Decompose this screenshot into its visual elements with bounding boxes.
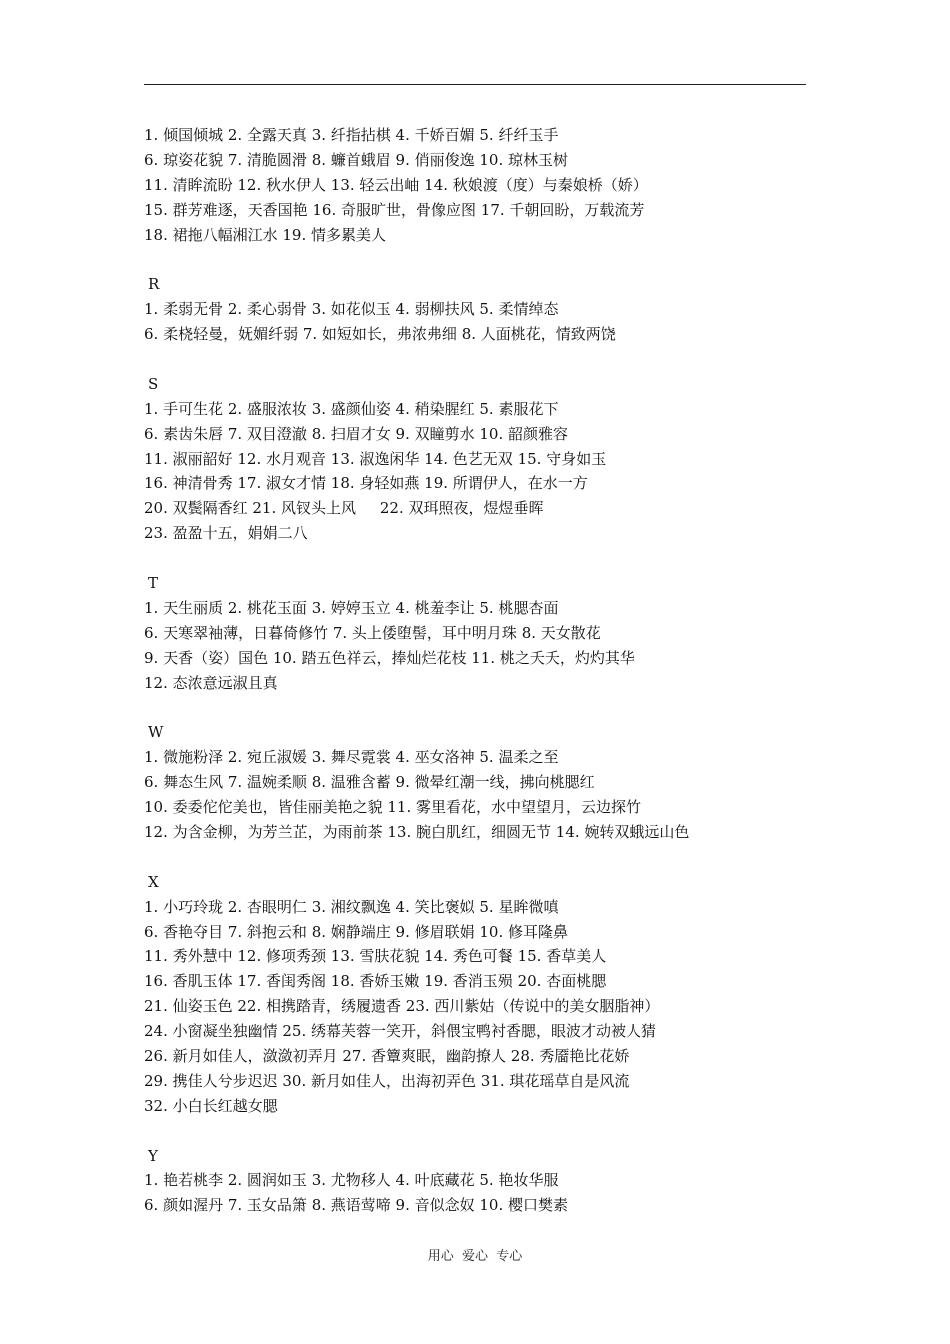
text-line: 1. 天生丽质 2. 桃花玉面 3. 婷婷玉立 4. 桃羞李让 5. 桃腮杏面 xyxy=(144,598,559,617)
text-line: 1. 倾国倾城 2. 全露天真 3. 纤指拈棋 4. 千娇百媚 5. 纤纤玉手 xyxy=(144,126,559,144)
text-line: 1. 小巧玲珑 2. 杏眼明仁 3. 湘纹飘逸 4. 笑比褒姒 5. 星眸微嗔 xyxy=(144,897,559,916)
text-line: 6. 素齿朱唇 7. 双目澄澈 8. 扫眉才女 9. 双瞳剪水 10. 韶颜雅容 xyxy=(144,424,569,443)
section-y xyxy=(144,1144,824,1219)
section-s xyxy=(144,372,824,546)
spacer xyxy=(144,1119,824,1144)
text-line: 24. 小窗凝坐独幽情 25. 绣幕芙蓉一笑开，斜偎宝鸭衬香腮，眼波才动被人猜 xyxy=(144,1022,657,1041)
page-footer: 用心 爱心 专心 xyxy=(427,1249,523,1264)
section-letter: X xyxy=(148,872,159,891)
text-line: 6. 舞态生风 7. 温婉柔顺 8. 温雅含蓄 9. 微晕红潮一线，拂向桃腮红 xyxy=(144,773,595,792)
section-letter: W xyxy=(148,723,164,742)
spacer xyxy=(144,347,824,372)
section-r xyxy=(144,272,824,347)
spacer xyxy=(144,247,824,272)
text-line: 11. 秀外慧中 12. 修项秀颈 13. 雪肤花貌 14. 秀色可餐 15. 香草美人 xyxy=(144,947,607,966)
text-line: 6. 柔桡轻曼，妩媚纤弱 7. 如短如长，弗浓弗细 8. 人面桃花，情致两饶 xyxy=(144,325,616,344)
text-line: 1. 艳若桃李 2. 圆润如玉 3. 尤物移人 4. 叶底藏花 5. 艳妆华服 xyxy=(144,1171,559,1190)
spacer xyxy=(144,845,824,870)
text-line: 1. 手可生花 2. 盛服浓妆 3. 盛颜仙姿 4. 稍染腥红 5. 素服花下 xyxy=(144,399,559,418)
text-line: 1. 柔弱无骨 2. 柔心弱骨 3. 如花似玉 4. 弱柳扶风 5. 柔情绰态 xyxy=(144,300,559,319)
section-letter: T xyxy=(148,574,159,593)
text-line: 6. 天寒翠袖薄，日暮倚修竹 7. 头上倭堕髻，耳中明月珠 8. 天女散花 xyxy=(144,623,601,642)
text-line: 18. 裙拖八幅湘江水 19. 情多累美人 xyxy=(144,225,387,244)
text-line: 26. 新月如佳人，潋潋初弄月 27. 香簟爽眠，幽韵撩人 28. 秀靥艳比花娇 xyxy=(144,1046,630,1065)
section-t xyxy=(144,571,824,695)
text-line: 10. 委委佗佗美也，皆佳丽美艳之貌 11. 雾里看花，水中望望月，云边探竹 xyxy=(144,798,642,817)
document-body xyxy=(144,123,824,1218)
text-line: 12. 态浓意远淑且真 xyxy=(144,673,278,692)
section-x xyxy=(144,870,824,1119)
text-line: 6. 琼姿花貌 7. 清脆圆滑 8. 蠊首蛾眉 9. 俏丽俊逸 10. 琼林玉树 xyxy=(144,150,569,169)
text-line: 21. 仙姿玉色 22. 相携踏青，绣履遗香 23. 西川紫姑（传说中的美女胭脂神） xyxy=(144,997,660,1016)
text-line: 20. 双鬓隔香红 21. 风钗头上风 22. 双珥照夜，煜煜垂晖 xyxy=(144,499,544,518)
text-line: 6. 颜如渥丹 7. 玉女品箫 8. 燕语莺啼 9. 音似念奴 10. 樱口樊素 xyxy=(144,1196,569,1215)
text-line: 9. 天香（姿）国色 10. 踏五色祥云，捧灿烂花枝 11. 桃之夭夭，灼灼其华 xyxy=(144,648,635,667)
header-rule xyxy=(144,84,806,85)
section-w xyxy=(144,720,824,844)
text-line: 11. 清眸流盼 12. 秋水伊人 13. 轻云出岫 14. 秋娘渡（度）与秦娘桥（娇） xyxy=(144,175,648,194)
spacer xyxy=(144,695,824,720)
text-line: 23. 盈盈十五，娟娟二八 xyxy=(144,524,308,543)
text-line: 1. 微施粉泽 2. 宛丘淑媛 3. 舞尽霓裳 4. 巫女洛神 5. 温柔之至 xyxy=(144,748,559,767)
text-line: 32. 小白长红越女腮 xyxy=(144,1096,278,1115)
text-line: 29. 携佳人兮步迟迟 30. 新月如佳人，出海初弄色 31. 琪花瑶草自是风流 xyxy=(144,1071,630,1090)
text-line: 6. 香艳夺目 7. 斜抱云和 8. 娴静端庄 9. 修眉联娟 10. 修耳隆鼻 xyxy=(144,922,569,941)
text-line: 15. 群芳难逐，天香国艳 16. 奇服旷世，骨像应图 17. 千朝回盼，万载流芳 xyxy=(144,200,645,219)
section-letter: R xyxy=(148,275,160,294)
text-line: 11. 淑丽韶好 12. 水月观音 13. 淑逸闲华 14. 色艺无双 15. 守身如玉 xyxy=(144,449,607,468)
spacer xyxy=(144,546,824,571)
section-letter: Y xyxy=(148,1146,158,1165)
text-line: 16. 神清骨秀 17. 淑女才情 18. 身轻如燕 19. 所谓伊人，在水一方 xyxy=(144,474,588,493)
section-letter: S xyxy=(148,374,159,393)
intro-block xyxy=(144,123,824,247)
text-line: 12. 为含金柳，为芳兰芷，为雨前茶 13. 腕白肌红，细圆无节 14. 婉转双蛾远山色 xyxy=(144,822,690,841)
text-line: 16. 香肌玉体 17. 香闺秀阁 18. 香娇玉嫩 19. 香消玉殒 20. 杏面桃腮 xyxy=(144,972,607,991)
